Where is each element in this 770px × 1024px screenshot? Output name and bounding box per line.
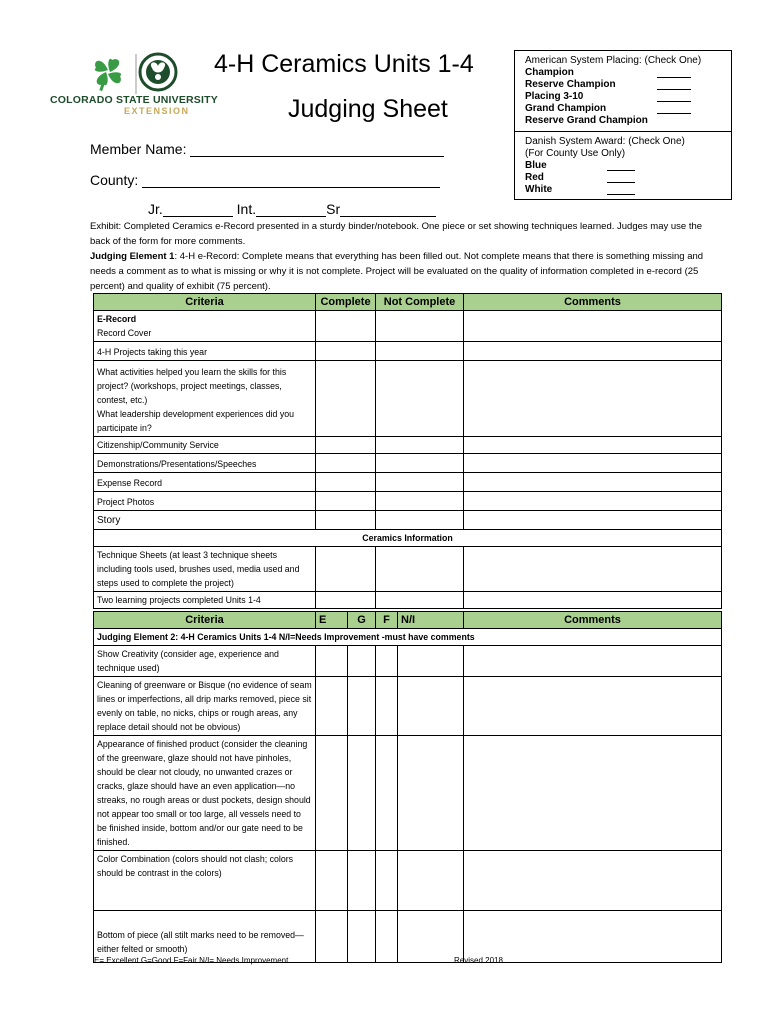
- check-blank[interactable]: [657, 103, 691, 114]
- danish-heading: Danish System Award: (Check One): [525, 136, 685, 147]
- comment-cell[interactable]: [464, 736, 722, 851]
- comment-cell[interactable]: [464, 311, 722, 342]
- rating-cell[interactable]: [316, 911, 348, 963]
- rating-cell[interactable]: [398, 736, 464, 851]
- checkbox-cell[interactable]: [376, 492, 464, 511]
- rating-cell[interactable]: [376, 851, 398, 911]
- col-comments: Comments: [464, 612, 722, 629]
- checkbox-cell[interactable]: [316, 511, 376, 530]
- check-blank[interactable]: [657, 67, 691, 78]
- ceramics-info-heading: Ceramics Information: [94, 530, 722, 547]
- checkbox-cell[interactable]: [376, 473, 464, 492]
- table-row: [94, 629, 722, 646]
- sr-line[interactable]: [340, 204, 436, 217]
- comment-cell[interactable]: [464, 646, 722, 677]
- rating-cell[interactable]: [348, 677, 376, 736]
- comment-cell[interactable]: [464, 511, 722, 530]
- rating-cell[interactable]: [348, 646, 376, 677]
- table-row: Appearance of finished product (consider the cleaning of the greenware, glaze should not have pinholes, should be clear not cloudy, no unwanted crazes or cracks, glaze should have an even application—no streaks, no rough areas or dust pockets, design should not appear too small or too large, all vessels need to be finished inside, bottom and/or our gate need to be finished.: [94, 736, 722, 851]
- comment-cell[interactable]: [464, 492, 722, 511]
- comment-cell[interactable]: [464, 361, 722, 437]
- csu-extension-logo: [50, 50, 220, 120]
- table-row: [94, 530, 722, 547]
- checkbox-cell[interactable]: [316, 492, 376, 511]
- judging-table: [93, 611, 722, 963]
- comment-cell[interactable]: [464, 342, 722, 361]
- section-label: E-Record: [97, 314, 137, 324]
- table-row: Demonstrations/Presentations/Speeches: [94, 454, 722, 473]
- check-blank[interactable]: [607, 184, 635, 195]
- rating-cell[interactable]: [348, 911, 376, 963]
- checkbox-cell[interactable]: [316, 342, 376, 361]
- page-title: 4-H Ceramics Units 1-4: [214, 50, 474, 78]
- four-h-clover-icon: [50, 50, 220, 100]
- checkbox-cell[interactable]: [316, 437, 376, 454]
- table-row: Story: [94, 511, 722, 530]
- col-criteria: Criteria: [94, 294, 316, 311]
- checkbox-cell[interactable]: [376, 361, 464, 437]
- checkbox-cell[interactable]: [316, 547, 376, 592]
- placing-box: [514, 50, 732, 200]
- rating-cell[interactable]: [316, 677, 348, 736]
- comment-cell[interactable]: [464, 911, 722, 963]
- checkbox-cell[interactable]: [376, 454, 464, 473]
- county-field[interactable]: County:: [90, 172, 440, 188]
- table-row: What activities helped you learn the skills for this project? (workshops, project meetings, classes, contest, etc.) What leadership development experiences did you participate in?: [94, 361, 722, 437]
- danish-system-section: [515, 131, 731, 196]
- rating-cell[interactable]: [398, 911, 464, 963]
- checkbox-cell[interactable]: [376, 437, 464, 454]
- col-fair: F: [376, 612, 398, 629]
- table-row: Bottom of piece (all stilt marks need to be removed—either felted or smooth): [94, 911, 722, 963]
- org-sub: EXTENSION: [124, 106, 190, 116]
- rating-cell[interactable]: [398, 646, 464, 677]
- col-complete: Complete: [316, 294, 376, 311]
- col-good: G: [348, 612, 376, 629]
- member-name-field[interactable]: Member Name:: [90, 141, 444, 157]
- comment-cell[interactable]: [464, 851, 722, 911]
- level-field[interactable]: Jr. Int. Sr: [148, 201, 436, 217]
- award-option[interactable]: Blue: [525, 160, 725, 172]
- instructions: [90, 219, 720, 294]
- award-option[interactable]: Red: [525, 172, 725, 184]
- checkbox-cell[interactable]: [376, 311, 464, 342]
- rating-cell[interactable]: [316, 851, 348, 911]
- csu-ram-seal-icon: [140, 54, 176, 90]
- table-row: Two learning projects completed Units 1-4: [94, 592, 722, 609]
- check-blank[interactable]: [657, 79, 691, 90]
- table-row: Project Photos: [94, 492, 722, 511]
- american-system-section: [515, 51, 731, 127]
- checkbox-cell[interactable]: [376, 342, 464, 361]
- comment-cell[interactable]: [464, 677, 722, 736]
- american-heading: American System Placing: (Check One): [525, 55, 702, 66]
- check-blank[interactable]: [657, 91, 691, 102]
- placing-option[interactable]: Reserve Champion: [525, 79, 725, 91]
- org-name: COLORADO STATE UNIVERSITY: [50, 94, 218, 106]
- revision-date: Revised 2018: [454, 956, 503, 965]
- erecord-table: [93, 293, 722, 609]
- checkbox-cell[interactable]: [376, 547, 464, 592]
- col-not-complete: Not Complete: [376, 294, 464, 311]
- rating-legend: E= Excellent G=Good F=Fair N/I= Needs Improvement: [94, 956, 289, 965]
- table-row: Cleaning of greenware or Bisque (no evidence of seam lines or imperfections, all drip marks removed, piece sit evenly on table, no nicks, chips or rough areas, any replace detail should not be obvious): [94, 677, 722, 736]
- judging-element-1: Judging Element 1: 4-H e-Record: Complete means that everything has been filled out. Not complete means that there is something missing and needs a comment as to what is missing or why it is not complete. Project will be evaluated on the quality of information completed in e-record (25 percent) and quality of exhibit (75 percent).: [90, 251, 704, 292]
- checkbox-cell[interactable]: [316, 592, 376, 609]
- comment-cell[interactable]: [464, 473, 722, 492]
- member-name-line[interactable]: [190, 144, 444, 157]
- col-excellent: E: [316, 612, 348, 629]
- table-row: Expense Record: [94, 473, 722, 492]
- check-blank[interactable]: [607, 172, 635, 183]
- jr-line[interactable]: [163, 204, 233, 217]
- rating-cell[interactable]: [316, 646, 348, 677]
- rating-cell[interactable]: [316, 736, 348, 851]
- table-row: Color Combination (colors should not clash; colors should be contrast in the colors): [94, 851, 722, 911]
- int-line[interactable]: [256, 204, 326, 217]
- checkbox-cell[interactable]: [376, 592, 464, 609]
- judging-element-2: Judging Element 2: 4-H Ceramics Units 1-4 N/I=Needs Improvement -must have comments: [94, 629, 722, 646]
- rating-cell[interactable]: [376, 911, 398, 963]
- check-blank[interactable]: [607, 160, 635, 171]
- rating-cell[interactable]: [398, 677, 464, 736]
- col-comments: Comments: [464, 294, 722, 311]
- page-subtitle: Judging Sheet: [288, 95, 448, 123]
- checkbox-cell[interactable]: [316, 454, 376, 473]
- exhibit-text: Exhibit: Completed Ceramics e-Record presented in a sturdy binder/notebook. One piece or set showing techniques learned. Judges may use the back of the form for more comments.: [90, 221, 703, 247]
- table-row: 4-H Projects taking this year: [94, 342, 722, 361]
- col-criteria: Criteria: [94, 612, 316, 629]
- placing-option[interactable]: Reserve Grand Champion: [525, 115, 648, 126]
- table-row: Technique Sheets (at least 3 technique sheets including tools used, brushes used, media used and steps used to complete the project): [94, 547, 722, 592]
- checkbox-cell[interactable]: [316, 361, 376, 437]
- col-needs-improvement: N/I: [398, 612, 464, 629]
- rating-cell[interactable]: [376, 646, 398, 677]
- rating-cell[interactable]: [398, 851, 464, 911]
- county-line[interactable]: [142, 175, 440, 188]
- rating-cell[interactable]: [376, 677, 398, 736]
- comment-cell[interactable]: [464, 547, 722, 592]
- comment-cell[interactable]: [464, 592, 722, 609]
- rating-cell[interactable]: [348, 851, 376, 911]
- checkbox-cell[interactable]: [376, 511, 464, 530]
- comment-cell[interactable]: [464, 454, 722, 473]
- table-row: Show Creativity (consider age, experience and technique used): [94, 646, 722, 677]
- rating-cell[interactable]: [376, 736, 398, 851]
- placing-option[interactable]: Champion: [525, 67, 725, 79]
- table-row: E-Record Record Cover: [94, 311, 722, 342]
- checkbox-cell[interactable]: [316, 473, 376, 492]
- rating-cell[interactable]: [348, 736, 376, 851]
- comment-cell[interactable]: [464, 437, 722, 454]
- danish-note: (For County Use Only): [525, 148, 626, 159]
- placing-option[interactable]: Grand Champion: [525, 103, 725, 115]
- table-row: Citizenship/Community Service: [94, 437, 722, 454]
- checkbox-cell[interactable]: [316, 311, 376, 342]
- placing-option[interactable]: Placing 3-10: [525, 91, 725, 103]
- award-option[interactable]: White: [525, 184, 725, 196]
